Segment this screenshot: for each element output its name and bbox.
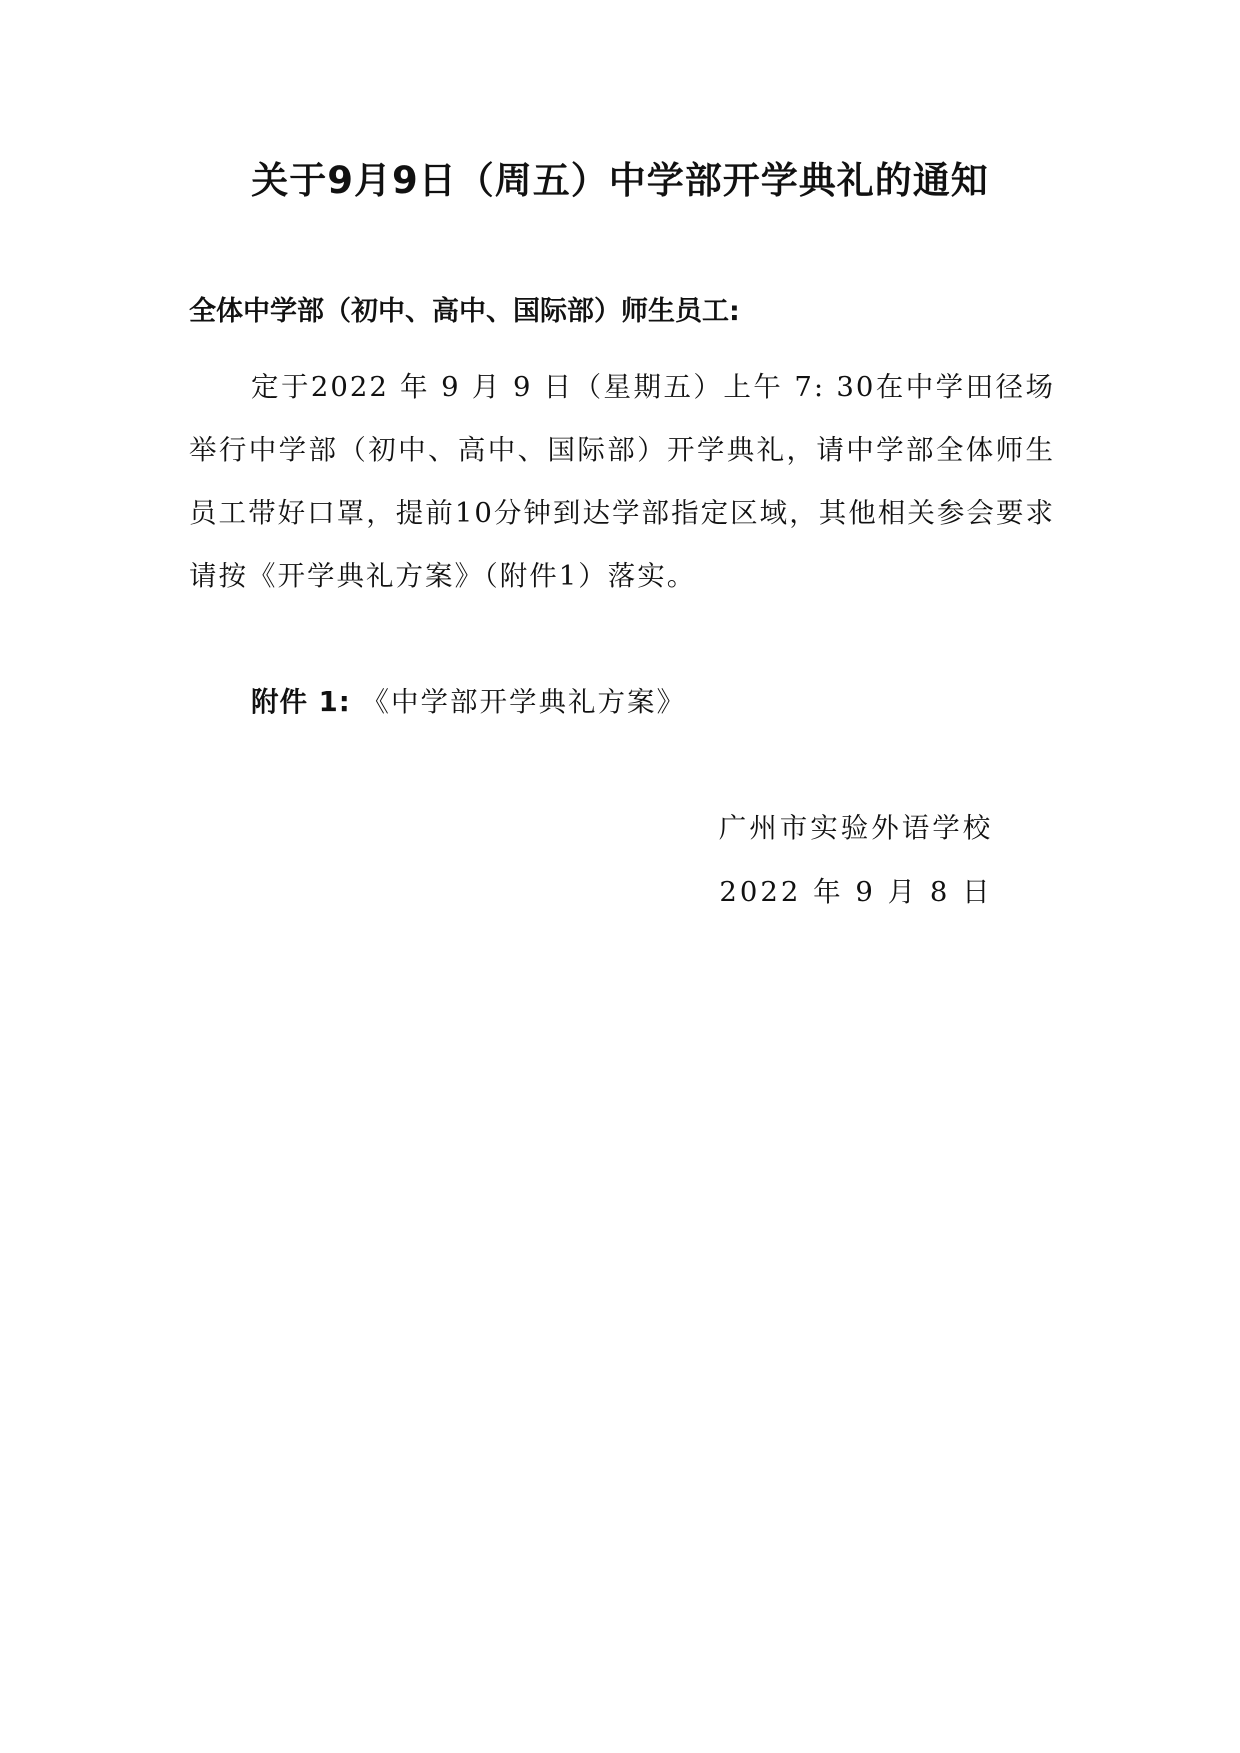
signature-organization: 广州市实验外语学校 xyxy=(718,812,994,844)
attachment-label: 附件 1: xyxy=(251,686,351,718)
body-paragraph: 定于2022 年 9 月 9 日（星期五）上午 7: 30在中学田径场举行中学部（初中、高中、国际部）开学典礼，请中学部全体师生员工带好口罩，提前10分钟到达学部指定区域，其他相关参会要求请按《开学典礼方案》（附件1）落实。 xyxy=(189,371,1055,592)
attachment-line xyxy=(251,682,686,722)
document-title: 关于9月9日（周五）中学部开学典礼的通知 xyxy=(251,159,989,202)
attachment-name: 《中学部开学典礼方案》 xyxy=(361,686,686,718)
signature-date: 2022 年 9 月 8 日 xyxy=(719,876,993,908)
salutation: 全体中学部（初中、高中、国际部）师生员工: xyxy=(189,296,740,327)
